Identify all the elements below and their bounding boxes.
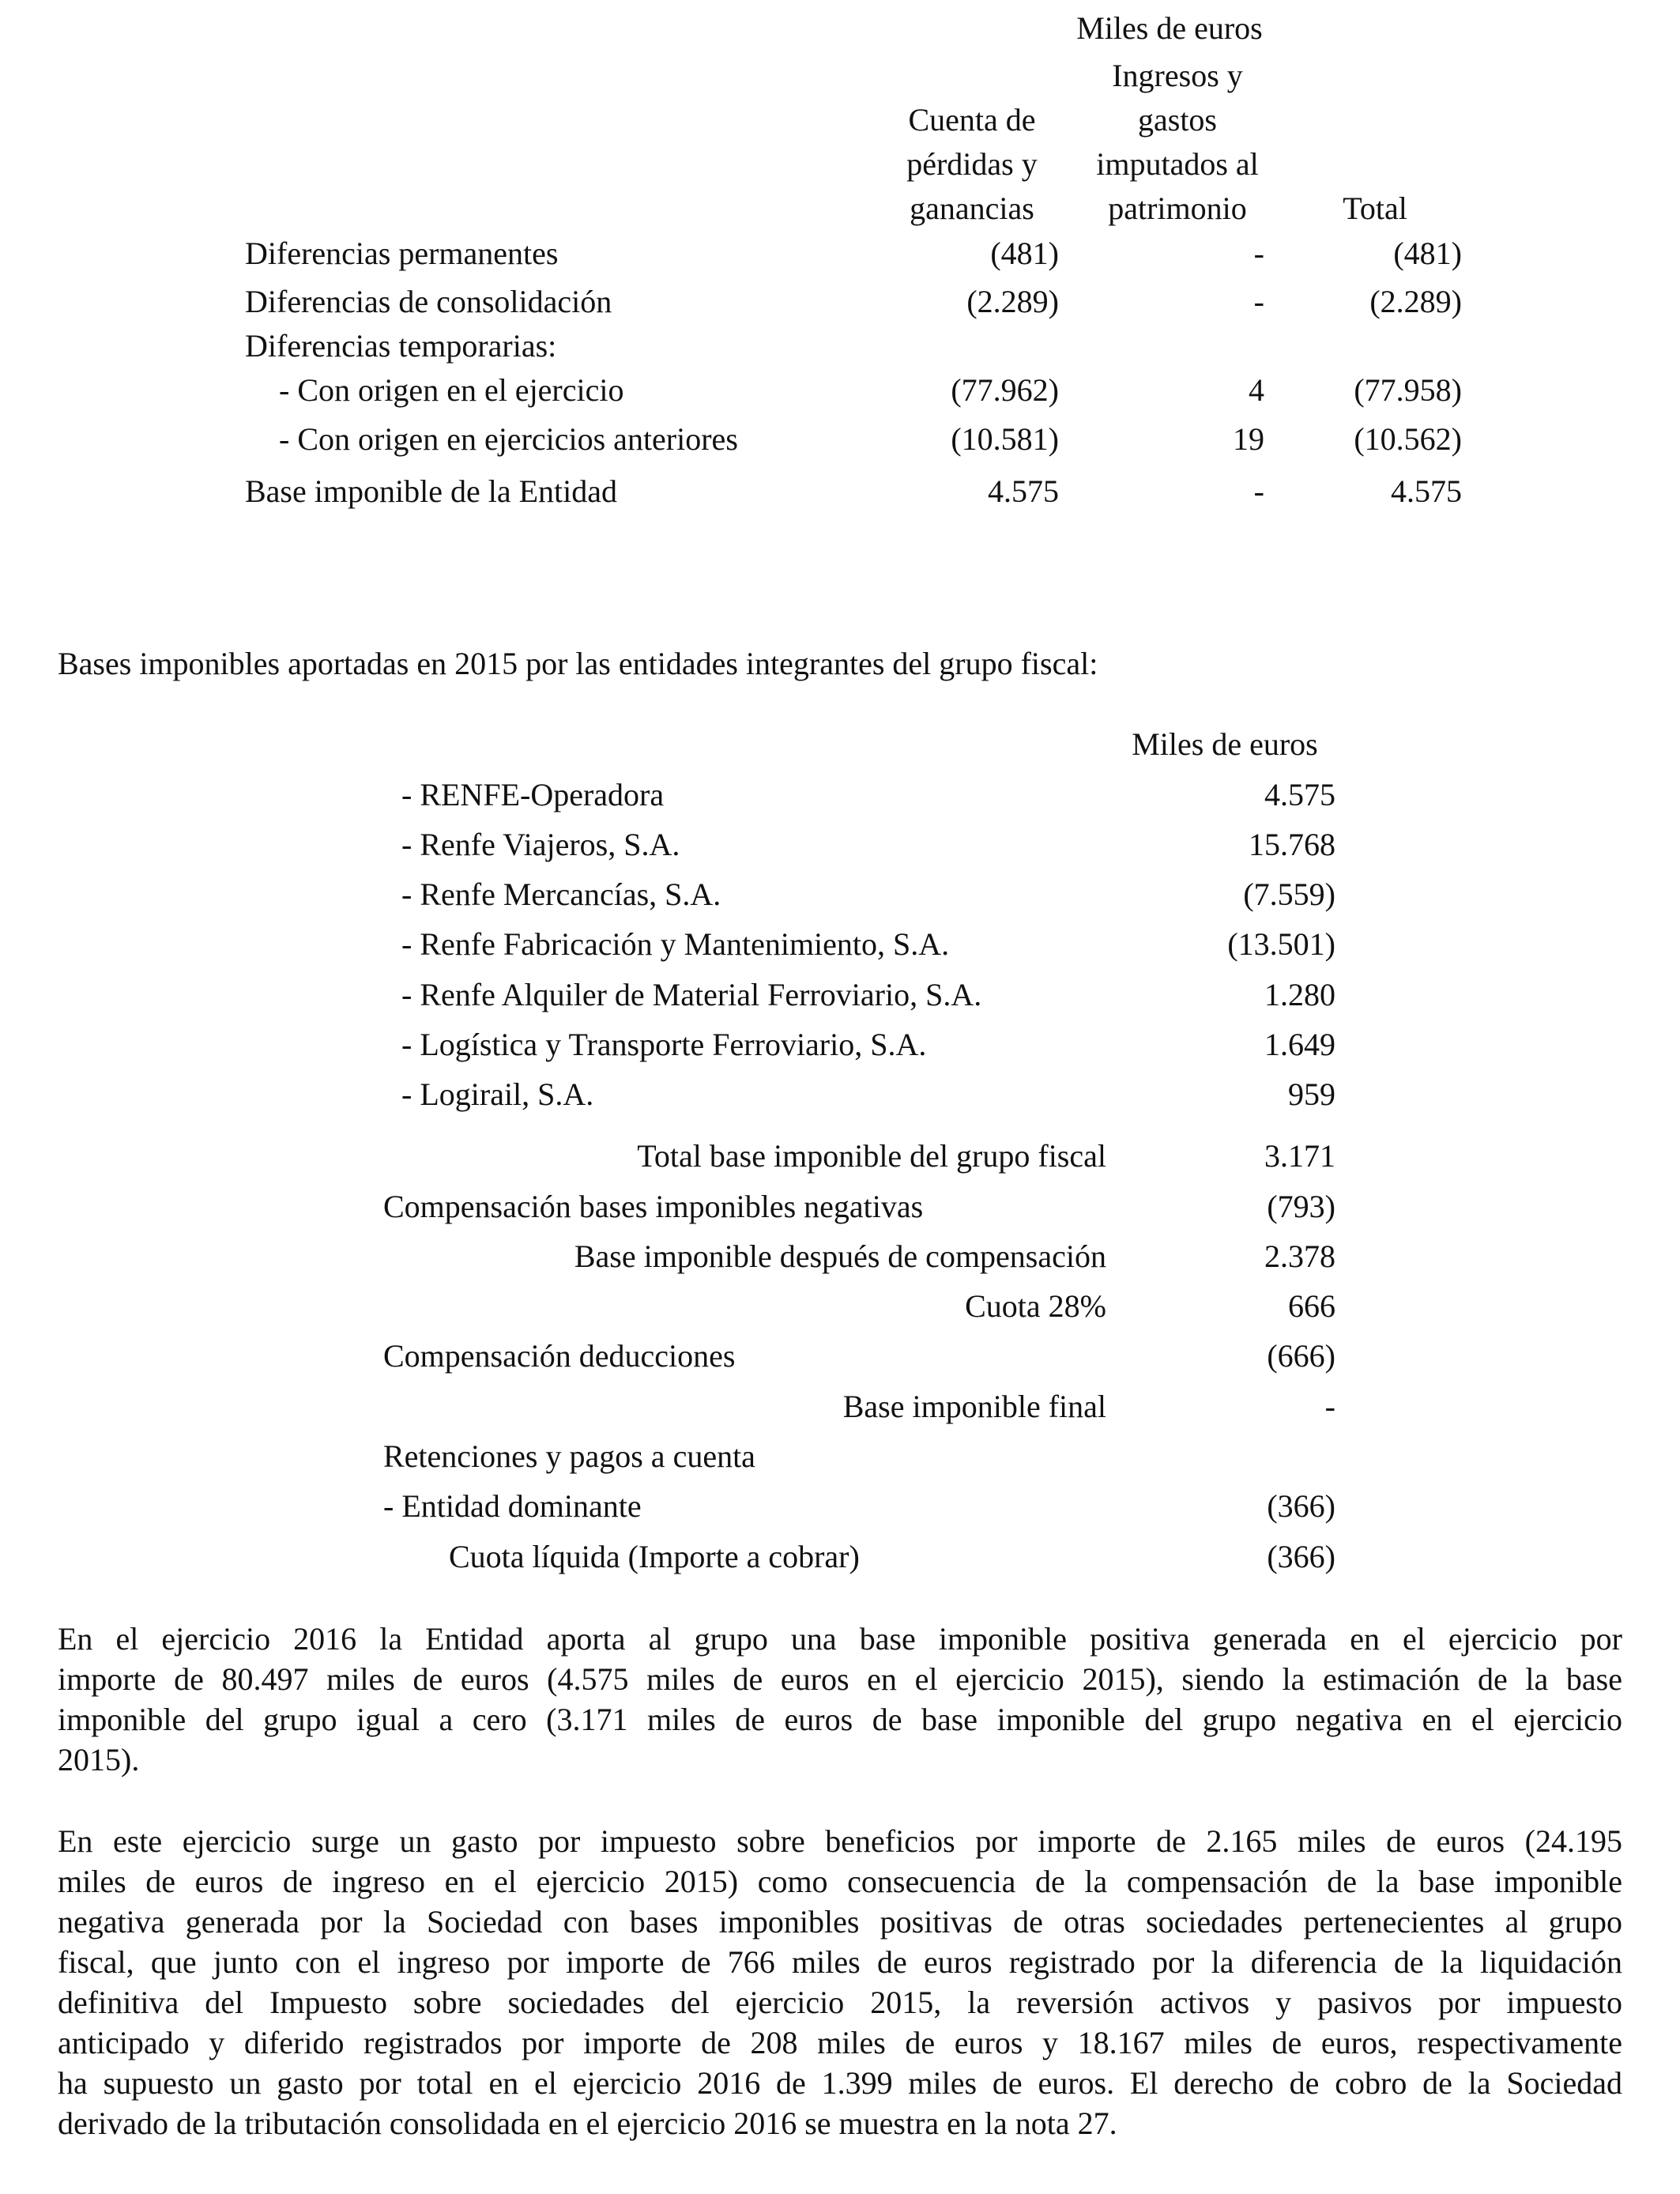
table1-cell-total: (77.958) bbox=[1354, 372, 1462, 408]
paragraph-line: importe de 80.497 miles de euros (4.575 miles de euros en el ejercicio 2015), siendo la estimación de la base bbox=[58, 1661, 1622, 1697]
entity-label: - Logirail, S.A. bbox=[401, 1076, 594, 1112]
paragraph-line: negativa generada por la Sociedad con bases imponibles positivas de otras sociedades pertenecientes al grupo bbox=[58, 1904, 1622, 1940]
entity-value: (13.501) bbox=[1227, 926, 1335, 962]
entity-label: - Logística y Transporte Ferroviario, S.A. bbox=[401, 1027, 927, 1062]
summary-value: (366) bbox=[1267, 1539, 1335, 1574]
summary-label: - Entidad dominante bbox=[383, 1488, 642, 1524]
summary-label: Retenciones y pagos a cuenta bbox=[383, 1438, 755, 1474]
entity-label: - Renfe Fabricación y Mantenimiento, S.A. bbox=[401, 926, 950, 962]
summary-label: Compensación deducciones bbox=[383, 1338, 736, 1374]
summary-value: 666 bbox=[1288, 1288, 1335, 1324]
entity-label: - RENFE-Operadora bbox=[401, 777, 665, 812]
summary-label: Cuota líquida (Importe a cobrar) bbox=[449, 1539, 860, 1574]
section-title: Bases imponibles aportadas en 2015 por las entidades integrantes del grupo fiscal: bbox=[58, 646, 1098, 681]
table1-cell-pat: 19 bbox=[1233, 421, 1264, 457]
col-pyg-line: Cuenta de bbox=[908, 102, 1036, 138]
entity-label: - Renfe Alquiler de Material Ferroviario, S.A. bbox=[401, 977, 982, 1012]
paragraph-line: derivado de la tributación consolidada en el ejercicio 2016 se muestra en la nota 27. bbox=[58, 2105, 1117, 2141]
summary-label: Cuota 28% bbox=[965, 1288, 1106, 1324]
paragraph-line: miles de euros de ingreso en el ejercicio 2015) como consecuencia de la compensación de la base imponible bbox=[58, 1864, 1622, 1899]
table1-cell-pat: 4 bbox=[1249, 372, 1264, 408]
paragraph-line: imponible del grupo igual a cero (3.171 miles de euros de base imponible del grupo negativa en el ejercicio bbox=[58, 1702, 1622, 1737]
paragraph-line: En el ejercicio 2016 la Entidad aporta al grupo una base imponible positiva generada en el ejercicio por bbox=[58, 1621, 1622, 1657]
table1-col-header-pyg bbox=[861, 98, 1083, 231]
paragraph-line: fiscal, que junto con el ingreso por importe de 766 miles de euros registrado por la diferencia de la liquidación bbox=[58, 1944, 1622, 1980]
summary-label: Base imponible después de compensación bbox=[574, 1238, 1106, 1274]
summary-value: 3.171 bbox=[1264, 1138, 1335, 1174]
table1-cell-pyg: (2.289) bbox=[966, 284, 1059, 319]
entity-value: 1.649 bbox=[1264, 1027, 1335, 1062]
table1-col-header-total: Total bbox=[1343, 190, 1407, 226]
summary-label: Base imponible final bbox=[842, 1389, 1106, 1424]
paragraph-line: anticipado y diferido registrados por importe de 208 miles de euros y 18.167 miles de euros, respectivamente bbox=[58, 2025, 1622, 2060]
paragraph-line: 2015). bbox=[58, 1742, 140, 1777]
summary-label: Compensación bases imponibles negativas bbox=[383, 1189, 924, 1224]
summary-value: (366) bbox=[1267, 1488, 1335, 1524]
col-pat-line: imputados al bbox=[1096, 146, 1259, 182]
table1-cell-total: 4.575 bbox=[1391, 473, 1462, 509]
summary-value: (793) bbox=[1267, 1189, 1335, 1224]
paragraph-line: definitiva del Impuesto sobre sociedades del ejercicio 2015, la reversión activos y pasivos por impuesto bbox=[58, 1985, 1622, 2020]
paragraph-line: ha supuesto un gasto por total en el ejercicio 2016 de 1.399 miles de euros. El derecho de cobro de la Sociedad bbox=[58, 2065, 1622, 2101]
entity-value: 959 bbox=[1288, 1076, 1335, 1112]
table1-cell-total: (481) bbox=[1393, 236, 1462, 271]
entity-value: 15.768 bbox=[1249, 827, 1335, 862]
entity-label: - Renfe Viajeros, S.A. bbox=[401, 827, 680, 862]
entity-label: - Renfe Mercancías, S.A. bbox=[401, 876, 721, 912]
table1-row-label: Diferencias de consolidación bbox=[245, 284, 612, 319]
summary-value: 2.378 bbox=[1264, 1238, 1335, 1274]
table1-cell-pyg: (77.962) bbox=[951, 372, 1059, 408]
entity-value: 1.280 bbox=[1264, 977, 1335, 1012]
summary-value: (666) bbox=[1267, 1338, 1335, 1374]
col-pyg-line: ganancias bbox=[910, 190, 1034, 226]
table1-row-label: Base imponible de la Entidad bbox=[245, 473, 617, 509]
table1-cell-pyg: 4.575 bbox=[988, 473, 1059, 509]
table1-cell-pat: - bbox=[1253, 473, 1264, 509]
table1-cell-pyg: (481) bbox=[990, 236, 1059, 271]
summary-value: - bbox=[1324, 1389, 1335, 1424]
table1-cell-pyg: (10.581) bbox=[951, 421, 1059, 457]
table1-unit-header: Miles de euros bbox=[1076, 10, 1263, 46]
col-pat-line: gastos bbox=[1138, 102, 1217, 138]
table1-cell-total: (2.289) bbox=[1369, 284, 1462, 319]
summary-label: Total base imponible del grupo fiscal bbox=[637, 1138, 1106, 1174]
entity-value: (7.559) bbox=[1243, 876, 1335, 912]
table1-cell-pat: - bbox=[1253, 236, 1264, 271]
table1-row-label: - Con origen en ejercicios anteriores bbox=[279, 421, 738, 457]
table2-unit-header: Miles de euros bbox=[1132, 726, 1318, 762]
paragraph-2 bbox=[58, 1821, 1622, 2143]
entity-value: 4.575 bbox=[1264, 777, 1335, 812]
paragraph-line: En este ejercicio surge un gasto por impuesto sobre beneficios por importe de 2.165 miles de euros (24.195 bbox=[58, 1823, 1622, 1859]
table1-cell-total: (10.562) bbox=[1354, 421, 1462, 457]
col-pat-line: Ingresos y bbox=[1112, 58, 1243, 93]
table1-row-label: - Con origen en el ejercicio bbox=[279, 372, 624, 408]
col-pyg-line: pérdidas y bbox=[906, 146, 1038, 182]
table1-cell-pat: - bbox=[1253, 284, 1264, 319]
col-pat-line: patrimonio bbox=[1108, 190, 1247, 226]
table1-col-header-patrimonio bbox=[1059, 54, 1296, 231]
table1-row-label: Diferencias temporarias: bbox=[245, 328, 557, 364]
paragraph-1 bbox=[58, 1619, 1622, 1780]
table1-row-label: Diferencias permanentes bbox=[245, 236, 559, 271]
